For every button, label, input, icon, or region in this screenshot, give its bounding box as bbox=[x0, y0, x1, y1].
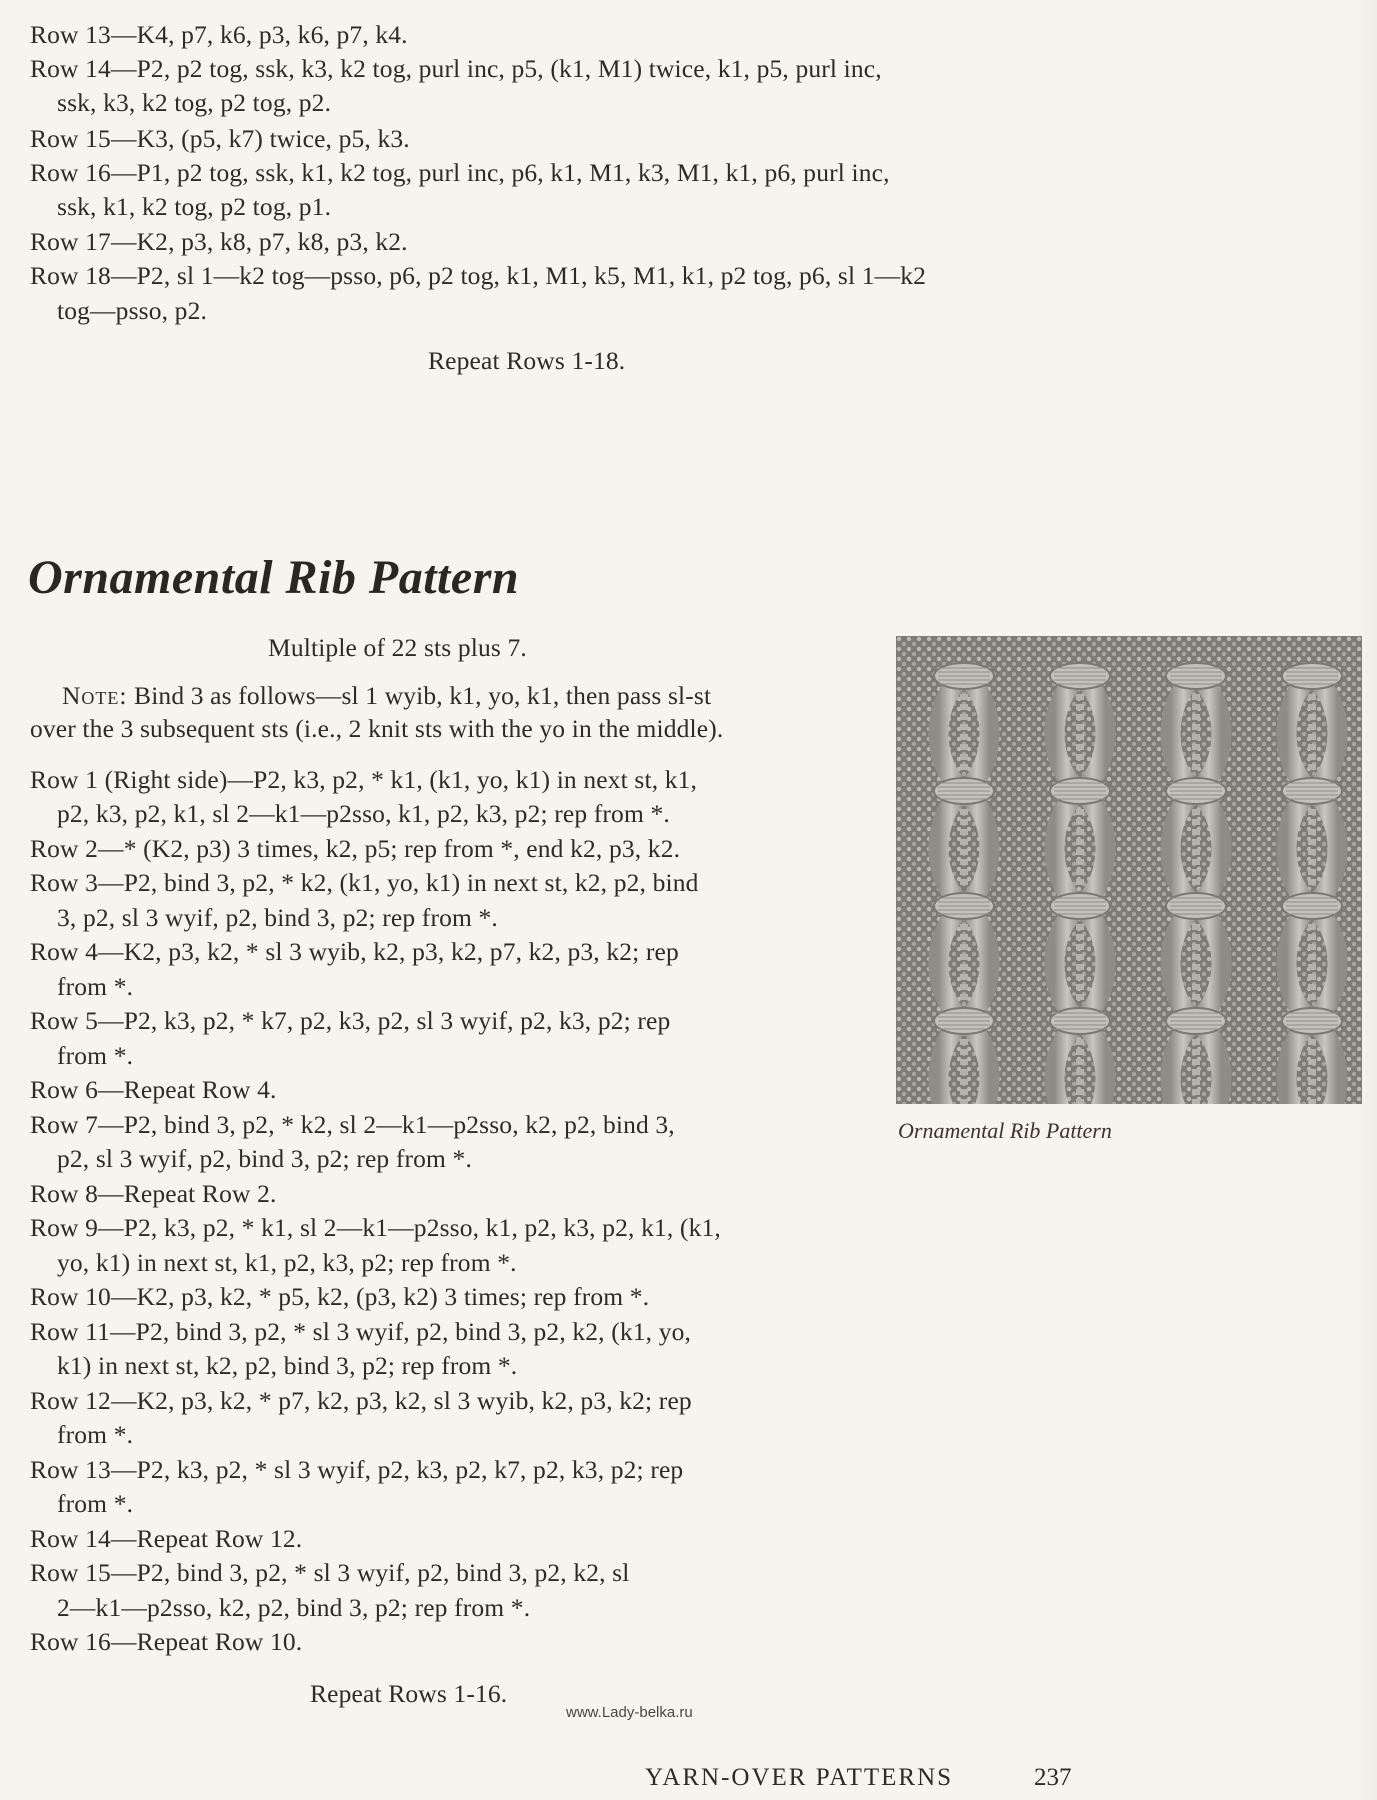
note-line bbox=[62, 679, 711, 713]
note-line: over the 3 subsequent sts (i.e., 2 knit sts with the yo in the middle). bbox=[30, 714, 724, 743]
figure-caption: Ornamental Rib Pattern bbox=[898, 1118, 1112, 1143]
page-edge-shadow bbox=[1353, 0, 1377, 1800]
note-label: Note: bbox=[62, 681, 128, 710]
row-line: Row 6—Repeat Row 4. bbox=[30, 1075, 277, 1104]
row-line: Row 15—P2, bind 3, p2, * sl 3 wyif, p2, bind 3, p2, k2, sl bbox=[30, 1558, 630, 1587]
row-line: p2, sl 3 wyif, p2, bind 3, p2; rep from *. bbox=[57, 1144, 472, 1173]
row-line: Row 12—K2, p3, k2, * p7, k2, p3, k2, sl 3 wyib, k2, p3, k2; rep bbox=[30, 1386, 692, 1415]
row-line: ssk, k1, k2 tog, p2 tog, p1. bbox=[57, 192, 332, 221]
row-line: Row 16—Repeat Row 10. bbox=[30, 1627, 303, 1656]
row-line: Row 3—P2, bind 3, p2, * k2, (k1, yo, k1) in next st, k2, p2, bind bbox=[30, 868, 699, 897]
row-line: yo, k1) in next st, k1, p2, k3, p2; rep from *. bbox=[57, 1248, 517, 1277]
row-line: Row 18—P2, sl 1—k2 tog—psso, p6, p2 tog, k1, M1, k5, M1, k1, p2 tog, p6, sl 1—k2 bbox=[30, 261, 927, 290]
row-line: 2—k1—p2sso, k2, p2, bind 3, p2; rep from *. bbox=[57, 1593, 531, 1622]
website-watermark: www.Lady-belka.ru bbox=[566, 1704, 693, 1721]
row-line: Row 5—P2, k3, p2, * k7, p2, k3, p2, sl 3 wyif, p2, k3, p2; rep bbox=[30, 1006, 671, 1035]
row-line: tog—psso, p2. bbox=[57, 296, 208, 325]
row-line: Row 17—K2, p3, k8, p7, k8, p3, k2. bbox=[30, 227, 408, 256]
pattern-title: Ornamental Rib Pattern bbox=[28, 551, 520, 604]
row-line: Row 13—P2, k3, p2, * sl 3 wyif, p2, k3, p2, k7, p2, k3, p2; rep bbox=[30, 1455, 684, 1484]
row-line: Row 16—P1, p2 tog, ssk, k1, k2 tog, purl inc, p6, k1, M1, k3, M1, k1, p6, purl inc, bbox=[30, 158, 890, 187]
row-line: k1) in next st, k2, p2, bind 3, p2; rep from *. bbox=[57, 1351, 518, 1380]
knit-swatch-photo bbox=[896, 636, 1362, 1104]
row-line: Row 7—P2, bind 3, p2, * k2, sl 2—k1—p2sso, k2, p2, bind 3, bbox=[30, 1110, 675, 1139]
row-line: Row 14—P2, p2 tog, ssk, k3, k2 tog, purl inc, p5, (k1, M1) twice, k1, p5, purl inc, bbox=[30, 54, 882, 83]
row-line: Row 2—* (K2, p3) 3 times, k2, p5; rep from *, end k2, p3, k2. bbox=[30, 834, 681, 863]
repeat-instruction: Repeat Rows 1-16. bbox=[310, 1679, 508, 1708]
row-line: Row 9—P2, k3, p2, * k1, sl 2—k1—p2sso, k1, p2, k3, p2, k1, (k1, bbox=[30, 1213, 721, 1242]
row-line: Row 11—P2, bind 3, p2, * sl 3 wyif, p2, bind 3, p2, k2, (k1, yo, bbox=[30, 1317, 692, 1346]
row-line: Row 14—Repeat Row 12. bbox=[30, 1524, 303, 1553]
pattern-multiple: Multiple of 22 sts plus 7. bbox=[268, 633, 527, 662]
row-line: 3, p2, sl 3 wyif, p2, bind 3, p2; rep from *. bbox=[57, 903, 498, 932]
note-text: Bind 3 as follows—sl 1 wyib, k1, yo, k1, then pass sl-st bbox=[134, 681, 712, 710]
row-line: p2, k3, p2, k1, sl 2—k1—p2sso, k1, p2, k3, p2; rep from *. bbox=[57, 799, 670, 828]
running-footer-title: YARN-OVER PATTERNS bbox=[645, 1764, 954, 1791]
row-line: Row 10—K2, p3, k2, * p5, k2, (p3, k2) 3 times; rep from *. bbox=[30, 1282, 650, 1311]
row-line: Row 1 (Right side)—P2, k3, p2, * k1, (k1, yo, k1) in next st, k1, bbox=[30, 765, 698, 794]
row-line: Row 8—Repeat Row 2. bbox=[30, 1179, 277, 1208]
row-line: from *. bbox=[57, 1041, 134, 1070]
row-line: Row 15—K3, (p5, k7) twice, p5, k3. bbox=[30, 124, 410, 153]
row-line: from *. bbox=[57, 1489, 134, 1518]
row-line: Row 13—K4, p7, k6, p3, k6, p7, k4. bbox=[30, 20, 408, 49]
page-number: 237 bbox=[1034, 1764, 1072, 1791]
row-line: ssk, k3, k2 tog, p2 tog, p2. bbox=[57, 88, 332, 117]
row-line: Row 4—K2, p3, k2, * sl 3 wyib, k2, p3, k2, p7, k2, p3, k2; rep bbox=[30, 937, 679, 966]
repeat-instruction: Repeat Rows 1-18. bbox=[428, 346, 626, 375]
row-line: from *. bbox=[57, 972, 134, 1001]
row-line: from *. bbox=[57, 1420, 134, 1449]
